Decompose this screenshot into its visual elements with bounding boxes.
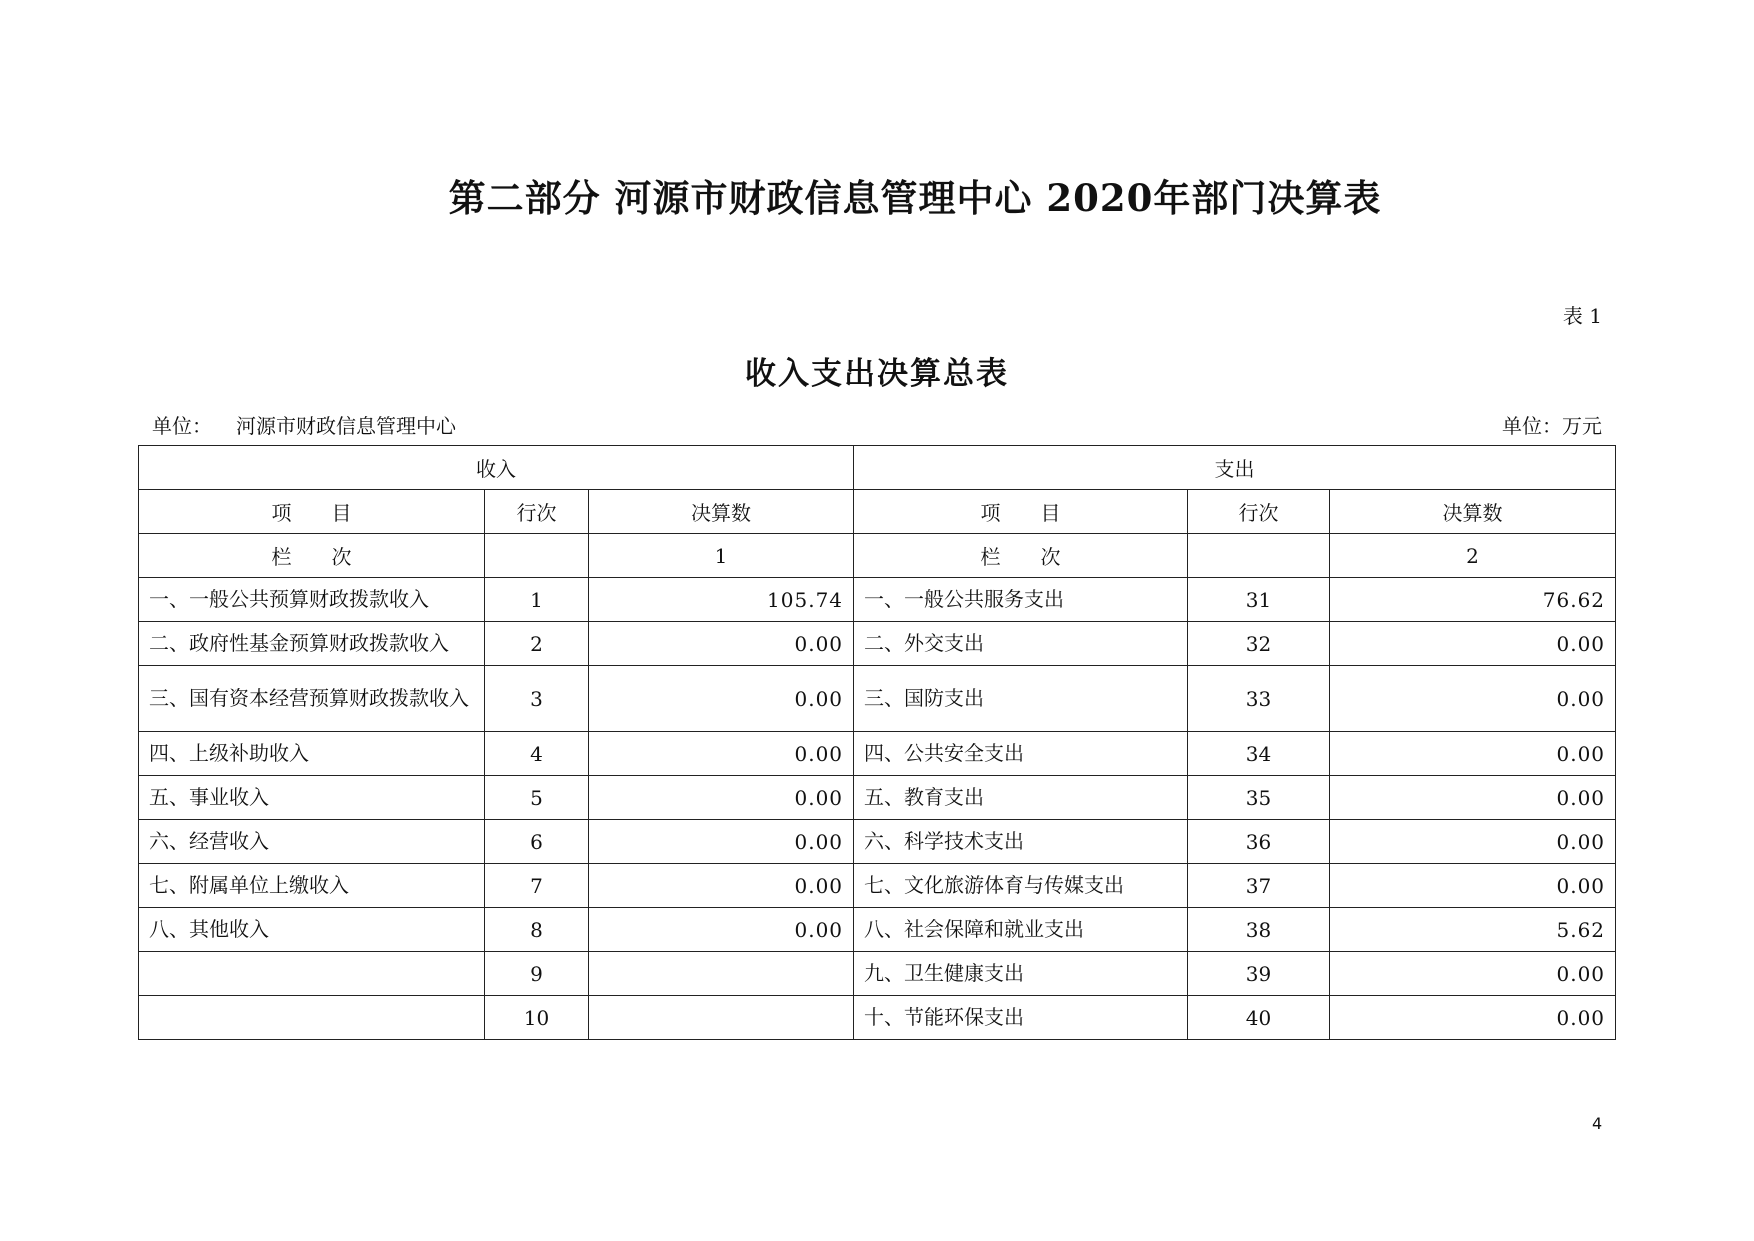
expense-line: 32: [1188, 622, 1330, 666]
expense-line: 37: [1188, 864, 1330, 908]
income-amount-header: 决算数: [589, 490, 854, 534]
table-row: [139, 820, 1616, 864]
expense-line: 35: [1188, 776, 1330, 820]
table-row: [139, 732, 1616, 776]
unit-organization: [152, 410, 480, 439]
expense-item: 二、外交支出: [854, 622, 1188, 666]
empty-cell: [485, 534, 589, 578]
income-item: 一、一般公共预算财政拨款收入: [139, 578, 485, 622]
unit-org: 河源市财政信息管理中心: [236, 414, 456, 438]
income-item: 三、国有资本经营预算财政拨款收入: [139, 666, 485, 732]
table-title: 收入支出决算总表: [745, 356, 1009, 392]
income-item: 八、其他收入: [139, 908, 485, 952]
expense-group-header: 支出: [854, 446, 1616, 490]
income-amount: 0.00: [589, 732, 854, 776]
expense-col-number: 2: [1330, 534, 1616, 578]
income-line: 3: [485, 666, 589, 732]
income-expense-table: [138, 445, 1616, 1040]
table-row: [139, 908, 1616, 952]
table-number: 表 1: [1562, 304, 1602, 328]
expense-item: 三、国防支出: [854, 666, 1188, 732]
table-row: [139, 776, 1616, 820]
income-item: [139, 996, 485, 1040]
income-item: 二、政府性基金预算财政拨款收入: [139, 622, 485, 666]
income-item: 六、经营收入: [139, 820, 485, 864]
expense-item: 五、教育支出: [854, 776, 1188, 820]
expense-amount: 5.62: [1330, 908, 1616, 952]
expense-line: 36: [1188, 820, 1330, 864]
expense-item: 十、节能环保支出: [854, 996, 1188, 1040]
expense-item: 六、科学技术支出: [854, 820, 1188, 864]
table-row: [139, 996, 1616, 1040]
page-number: 4: [1592, 1114, 1603, 1133]
unit-label: 单位：: [152, 414, 212, 438]
income-amount: 0.00: [589, 908, 854, 952]
income-line: 6: [485, 820, 589, 864]
table-row: [139, 622, 1616, 666]
income-item: 七、附属单位上缴收入: [139, 864, 485, 908]
table-row: [139, 578, 1616, 622]
income-amount: 0.00: [589, 864, 854, 908]
income-amount: 105.74: [589, 578, 854, 622]
expense-amount: 76.62: [1330, 578, 1616, 622]
expense-row-label: 栏 次: [854, 534, 1188, 578]
table-row: [139, 952, 1616, 996]
expense-line: 39: [1188, 952, 1330, 996]
empty-cell: [1188, 534, 1330, 578]
income-line: 2: [485, 622, 589, 666]
expense-amount: 0.00: [1330, 952, 1616, 996]
income-line: 9: [485, 952, 589, 996]
group-header-row: [139, 446, 1616, 490]
expense-line: 31: [1188, 578, 1330, 622]
income-amount: 0.00: [589, 666, 854, 732]
income-line: 1: [485, 578, 589, 622]
column-header-row: [139, 490, 1616, 534]
income-item: [139, 952, 485, 996]
expense-item: 四、公共安全支出: [854, 732, 1188, 776]
expense-item: 七、文化旅游体育与传媒支出: [854, 864, 1188, 908]
expense-line-header: 行次: [1188, 490, 1330, 534]
income-line: 5: [485, 776, 589, 820]
income-amount: 0.00: [589, 622, 854, 666]
expense-line: 34: [1188, 732, 1330, 776]
expense-item: 九、卫生健康支出: [854, 952, 1188, 996]
income-amount: [589, 996, 854, 1040]
income-line-header: 行次: [485, 490, 589, 534]
expense-line: 40: [1188, 996, 1330, 1040]
income-line: 7: [485, 864, 589, 908]
expense-item-header: 项 目: [854, 490, 1188, 534]
main-title: 第二部分 河源市财政信息管理中心 2020年部门决算表: [448, 176, 1382, 220]
table-row: [139, 864, 1616, 908]
income-amount: 0.00: [589, 776, 854, 820]
expense-amount: 0.00: [1330, 864, 1616, 908]
income-item: 五、事业收入: [139, 776, 485, 820]
expense-amount: 0.00: [1330, 820, 1616, 864]
expense-item: 八、社会保障和就业支出: [854, 908, 1188, 952]
unit-currency: 单位：万元: [1502, 414, 1602, 438]
income-group-header: 收入: [139, 446, 854, 490]
expense-amount: 0.00: [1330, 732, 1616, 776]
expense-item: 一、一般公共服务支出: [854, 578, 1188, 622]
expense-amount: 0.00: [1330, 776, 1616, 820]
income-item: 四、上级补助收入: [139, 732, 485, 776]
expense-line: 33: [1188, 666, 1330, 732]
column-number-row: [139, 534, 1616, 578]
income-line: 8: [485, 908, 589, 952]
income-col-number: 1: [589, 534, 854, 578]
expense-amount-header: 决算数: [1330, 490, 1616, 534]
expense-line: 38: [1188, 908, 1330, 952]
income-amount: [589, 952, 854, 996]
income-amount: 0.00: [589, 820, 854, 864]
table-row: [139, 666, 1616, 732]
income-row-label: 栏 次: [139, 534, 485, 578]
expense-amount: 0.00: [1330, 666, 1616, 732]
income-line: 4: [485, 732, 589, 776]
expense-amount: 0.00: [1330, 996, 1616, 1040]
expense-amount: 0.00: [1330, 622, 1616, 666]
income-item-header: 项 目: [139, 490, 485, 534]
income-line: 10: [485, 996, 589, 1040]
